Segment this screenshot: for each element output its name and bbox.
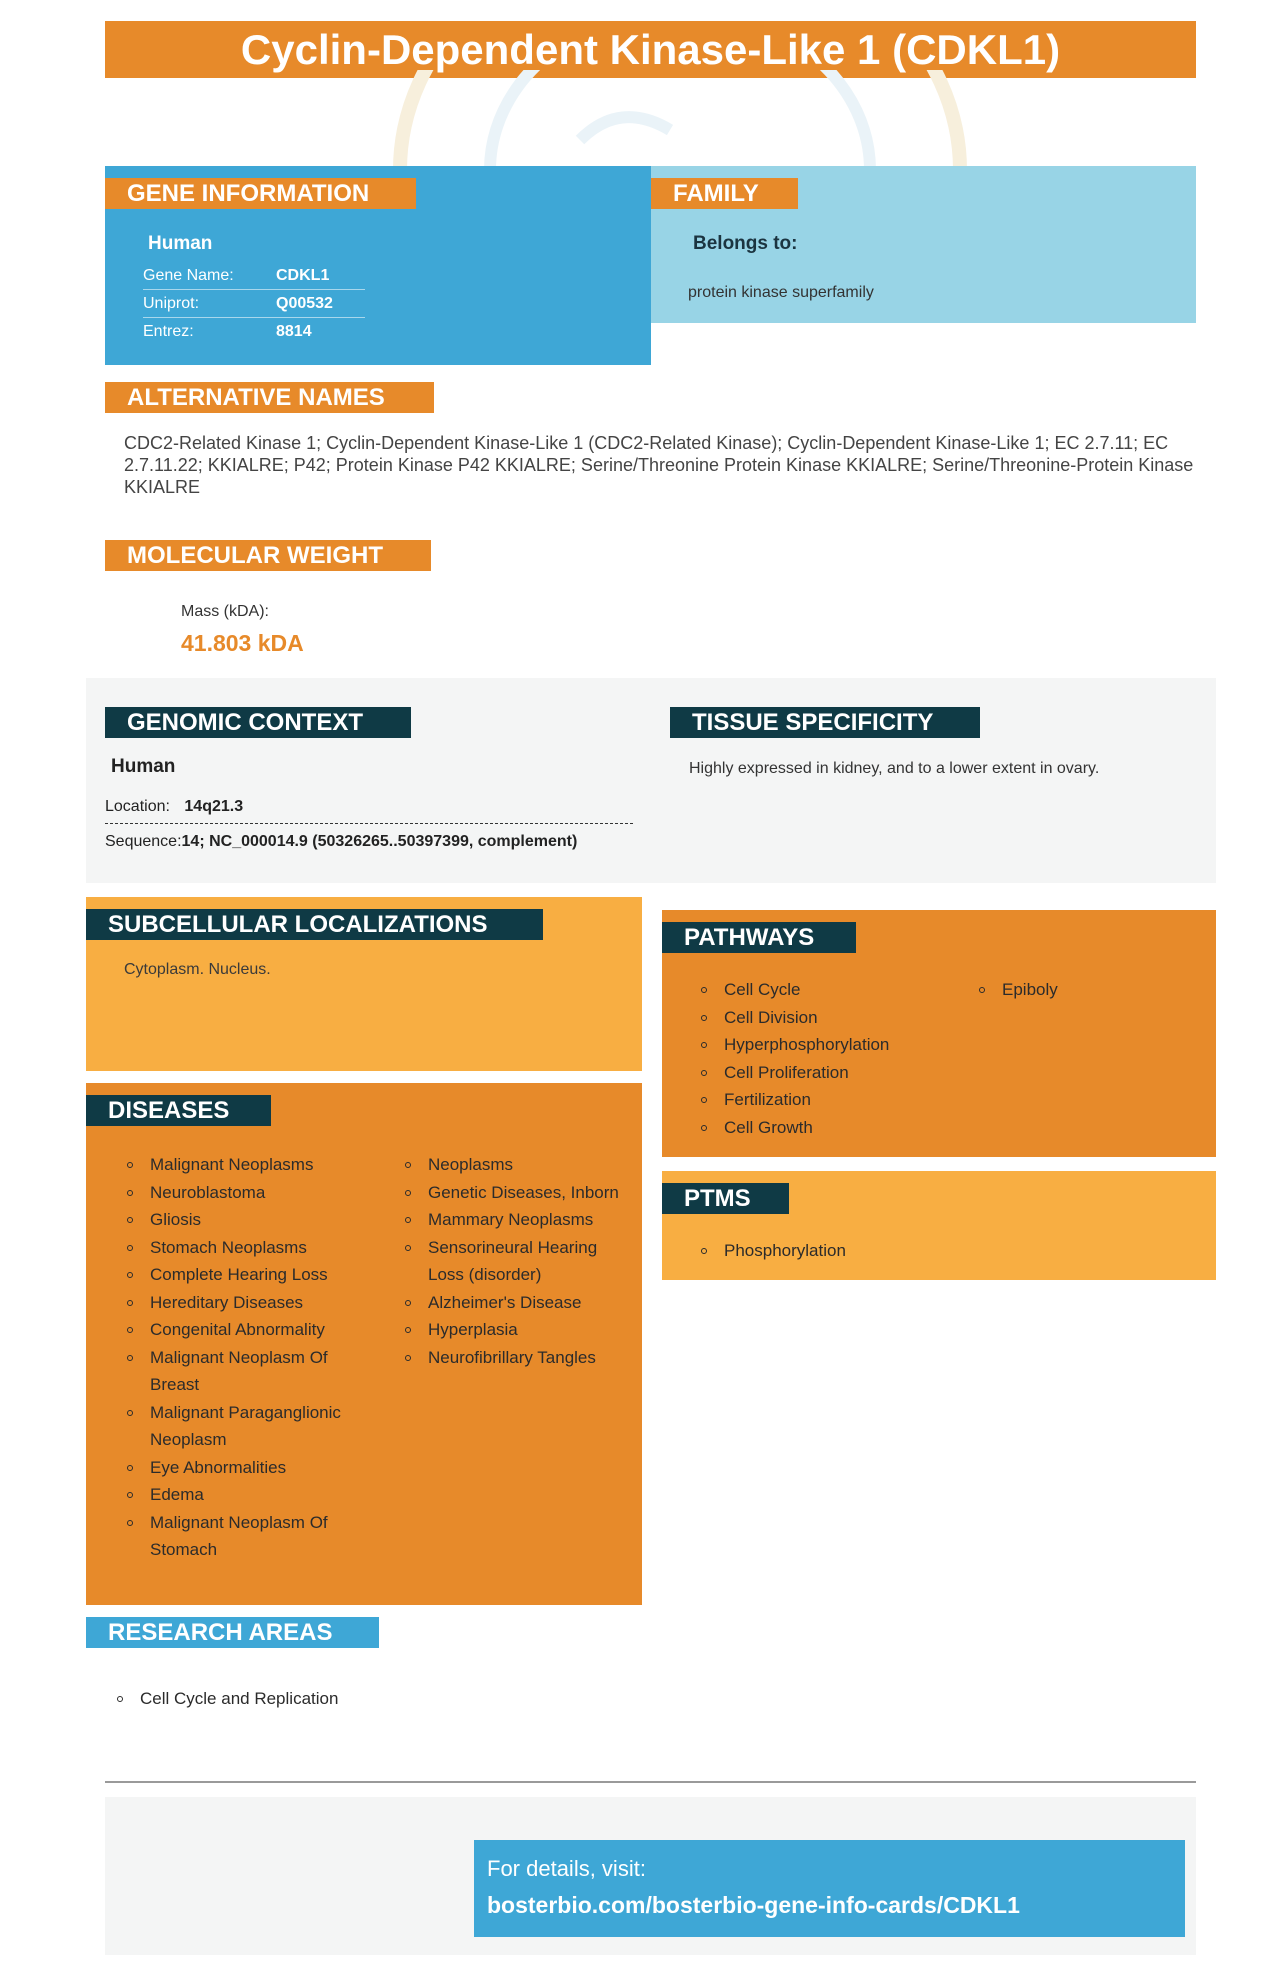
list-item: Hyperphosphorylation (698, 1031, 978, 1059)
molecular-weight-heading: MOLECULAR WEIGHT (105, 540, 431, 571)
list-item: Eye Abnormalities (124, 1454, 346, 1482)
mass-value: 41.803 kDA (181, 630, 304, 656)
gene-row (143, 262, 365, 290)
list-item: Cell Growth (698, 1114, 978, 1142)
list-item: Malignant Neoplasm Of Stomach (124, 1509, 346, 1564)
gene-row-value: 8814 (276, 323, 312, 340)
diseases-heading: DISEASES (86, 1095, 271, 1126)
subcellular-text: Cytoplasm. Nucleus. (124, 961, 271, 978)
list-item: Hyperplasia (402, 1316, 627, 1344)
family-panel (651, 166, 1196, 323)
alternative-names-heading: ALTERNATIVE NAMES (105, 382, 434, 413)
diseases-list-col2 (402, 1151, 627, 1371)
genomic-species: Human (111, 756, 176, 777)
pathways-heading: PATHWAYS (662, 922, 856, 953)
diseases-panel (86, 1083, 642, 1605)
details-box (474, 1840, 1185, 1937)
diseases-list-col1 (124, 1151, 346, 1564)
list-item: Congenital Abnormality (124, 1316, 346, 1344)
list-item: Neoplasms (402, 1151, 627, 1179)
mass-label: Mass (kDA): (181, 603, 269, 620)
page-title: Cyclin-Dependent Kinase-Like 1 (CDKL1) (240, 26, 1061, 73)
details-label: For details, visit: (487, 1856, 646, 1881)
list-item: Cell Cycle and Replication (114, 1685, 514, 1713)
list-item: Stomach Neoplasms (124, 1234, 346, 1262)
list-item: Edema (124, 1481, 346, 1509)
list-item: Mammary Neoplasms (402, 1206, 627, 1234)
genomic-context-heading: GENOMIC CONTEXT (105, 707, 411, 738)
gene-information-panel (105, 166, 651, 365)
gene-information-heading: GENE INFORMATION (105, 178, 416, 209)
tissue-specificity-heading: TISSUE SPECIFICITY (670, 707, 980, 738)
footer-divider (105, 1781, 1196, 1783)
list-item: Genetic Diseases, Inborn (402, 1179, 627, 1207)
pathways-list-col1 (698, 976, 978, 1141)
ptms-list (698, 1237, 998, 1265)
list-item: Fertilization (698, 1086, 978, 1114)
gene-row-value: Q00532 (276, 295, 333, 312)
gene-info-table (143, 262, 365, 345)
gene-row-label: Gene Name: (143, 267, 234, 284)
pathways-list-col2 (976, 976, 1196, 1004)
ptms-panel (662, 1171, 1216, 1280)
gene-row-value: CDKL1 (276, 267, 330, 284)
list-item: Malignant Neoplasm Of Breast (124, 1344, 346, 1399)
list-item: Hereditary Diseases (124, 1289, 346, 1317)
list-item: Neuroblastoma (124, 1179, 346, 1207)
research-areas-list (114, 1685, 514, 1713)
family-value: protein kinase superfamily (688, 284, 874, 301)
subcellular-panel (86, 897, 642, 1071)
list-item: Sensorineural Hearing Loss (disorder) (402, 1234, 627, 1289)
gene-species: Human (148, 233, 213, 254)
list-item: Alzheimer's Disease (402, 1289, 627, 1317)
ptms-heading: PTMS (662, 1183, 789, 1214)
genomic-sequence-row (105, 829, 645, 855)
family-belongs-to-label: Belongs to: (693, 233, 798, 254)
list-item: Epiboly (976, 976, 1196, 1004)
gene-row-label: Uniprot: (143, 295, 200, 312)
list-item: Complete Hearing Loss (124, 1261, 346, 1289)
list-item: Malignant Paraganglionic Neoplasm (124, 1399, 346, 1454)
location-label: Location: (105, 798, 170, 815)
list-item: Neurofibrillary Tangles (402, 1344, 627, 1372)
details-link[interactable]: bosterbio.com/bosterbio-gene-info-cards/CDKL1 (487, 1892, 1020, 1918)
subcellular-localizations-heading: SUBCELLULAR LOCALIZATIONS (86, 909, 543, 940)
tissue-specificity-text: Highly expressed in kidney, and to a lower extent in ovary. (689, 760, 1100, 777)
alternative-names-text: CDC2-Related Kinase 1; Cyclin-Dependent Kinase-Like 1 (CDC2-Related Kinase); Cyclin-Dependent Kinase-Like 1; EC 2.7.11; EC 2.7.11.22; KKIALRE; P42; Protein Kinase P42 KKIALRE; Serine/Threonine Protein Kinase KKIALRE; Serine/Threonine-Protein Kinase KKIALRE (124, 433, 1194, 497)
genomic-location-row (105, 794, 633, 824)
list-item: Gliosis (124, 1206, 346, 1234)
list-item: Cell Proliferation (698, 1059, 978, 1087)
gene-row (143, 318, 365, 345)
research-areas-heading: RESEARCH AREAS (86, 1617, 379, 1648)
watermark-logo (380, 70, 980, 170)
list-item: Cell Division (698, 1004, 978, 1032)
list-item: Phosphorylation (698, 1237, 998, 1265)
sequence-value: 14; NC_000014.9 (50326265..50397399, complement) (181, 833, 578, 850)
list-item: Cell Cycle (698, 976, 978, 1004)
location-value: 14q21.3 (184, 798, 244, 815)
list-item: Malignant Neoplasms (124, 1151, 346, 1179)
gene-row-label: Entrez: (143, 323, 194, 340)
gene-row (143, 290, 365, 318)
sequence-label: Sequence: (105, 833, 182, 850)
family-heading: FAMILY (651, 178, 798, 209)
pathways-panel (662, 910, 1216, 1157)
